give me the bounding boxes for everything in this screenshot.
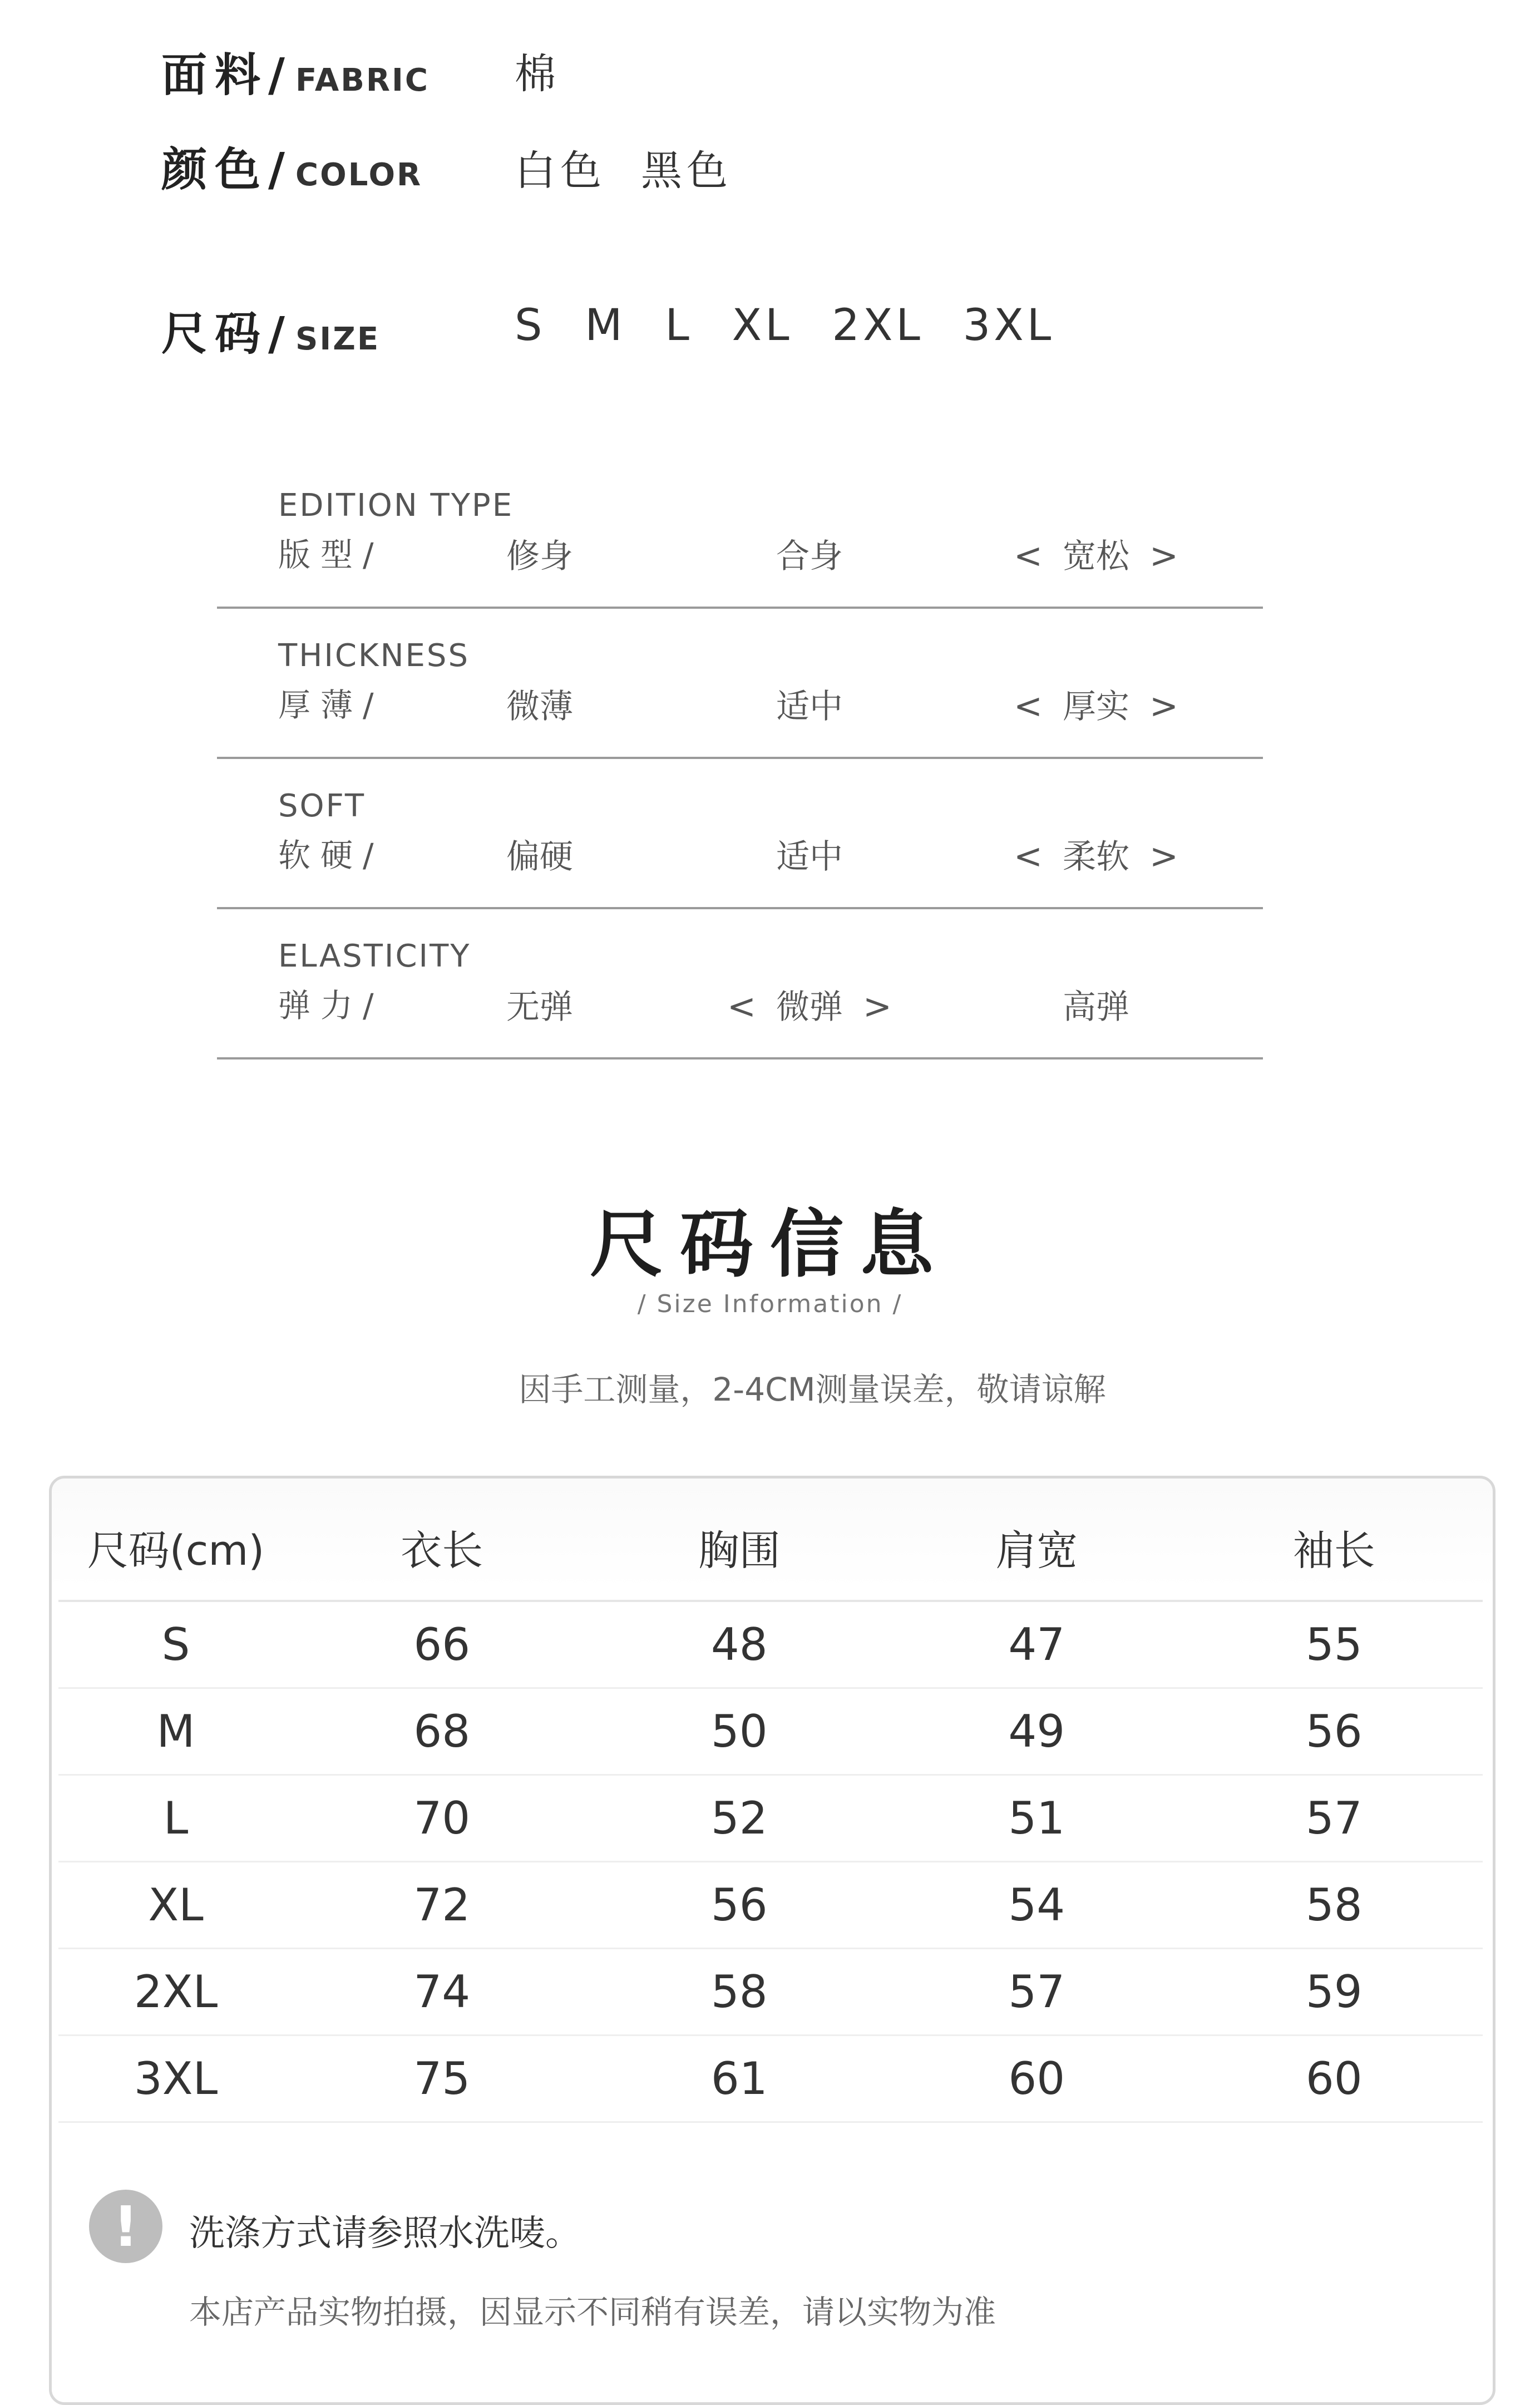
spec-fabric-label: 面料/: [161, 49, 293, 102]
size-table-body: [58, 1601, 1483, 2122]
column-header: 衣长: [293, 1495, 591, 1601]
table-row: [58, 1775, 1483, 1862]
attribute-option-selected: < 微弹 >: [687, 980, 932, 1028]
measurement-cell: 61: [591, 2036, 889, 2122]
measurement-cell: 58: [1186, 1862, 1483, 1949]
column-header: 胸围: [591, 1495, 889, 1601]
size-info-title: 尺码信息: [590, 1202, 950, 1288]
size-cell: XL: [58, 1862, 293, 1949]
measurement-cell: 60: [1186, 2036, 1483, 2122]
photo-disclaimer: 本店产品实物拍摄，因显示不同稍有误差，请以实物为准: [189, 2293, 996, 2331]
attribute-option: 偏硬: [506, 837, 573, 876]
size-table: [58, 1495, 1483, 2123]
table-row: [58, 1949, 1483, 2036]
spec-size-label: 尺码/: [161, 308, 293, 361]
table-row: [58, 1862, 1483, 1949]
spec-fabric-label-en: FABRIC: [295, 62, 430, 98]
size-cell: S: [58, 1601, 293, 1688]
measurement-cell: 54: [888, 1862, 1186, 1949]
attribute-option: 微薄: [506, 687, 573, 726]
table-row: [58, 1601, 1483, 1688]
measurement-cell: 72: [293, 1862, 591, 1949]
size-table-header: [58, 1495, 1483, 1601]
wash-instructions: 洗涤方式请参照水洗唛。: [189, 2213, 581, 2254]
spec-size: [161, 298, 380, 363]
measurement-cell: 66: [293, 1601, 591, 1688]
measurement-cell: 55: [1186, 1601, 1483, 1688]
attribute-label-en: THICKNESS: [278, 638, 470, 674]
measurement-cell: 50: [591, 1688, 889, 1775]
measurement-cell: 52: [591, 1775, 889, 1862]
attribute-label-cn: 厚薄/: [278, 686, 384, 724]
attribute-option-selected: < 厚实 >: [974, 680, 1218, 728]
size-cell: L: [58, 1775, 293, 1862]
spec-fabric: [161, 39, 430, 104]
measurement-cell: 48: [591, 1601, 889, 1688]
measurement-cell: 51: [888, 1775, 1186, 1862]
attribute-label-cn: 软硬/: [278, 836, 384, 874]
size-info-subtitle: / Size Information /: [637, 1290, 903, 1318]
attribute-option: 修身: [506, 537, 573, 576]
spec-color: [161, 134, 422, 199]
table-row: [58, 2036, 1483, 2122]
attribute-option-selected: < 柔软 >: [974, 830, 1218, 878]
size-cell: M: [58, 1688, 293, 1775]
attribute-row: [217, 607, 1263, 759]
exclamation-icon: !: [89, 2190, 162, 2263]
attribute-option: 适中: [776, 687, 843, 726]
measurement-cell: 57: [1186, 1775, 1483, 1862]
spec-color-label-en: COLOR: [295, 157, 423, 193]
measurement-cell: 70: [293, 1775, 591, 1862]
attribute-label-en: ELASTICITY: [278, 938, 471, 974]
measurement-cell: 56: [591, 1862, 889, 1949]
attribute-option: 合身: [776, 537, 843, 576]
spec-size-label-en: SIZE: [295, 321, 381, 357]
attribute-label-en: EDITION TYPE: [278, 487, 514, 524]
attribute-label-cn: 版型/: [278, 536, 384, 574]
spec-fabric-value: 棉: [515, 50, 560, 98]
measurement-cell: 56: [1186, 1688, 1483, 1775]
measurement-cell: 57: [888, 1949, 1186, 2036]
size-table-card: [49, 1476, 1495, 2405]
attribute-option: 适中: [776, 837, 843, 876]
measurement-cell: 75: [293, 2036, 591, 2122]
measurement-cell: 49: [888, 1688, 1186, 1775]
size-info-note: 因手工测量，2-4CM测量误差，敬请谅解: [519, 1371, 1106, 1408]
attribute-row: [217, 907, 1263, 1059]
attribute-option-selected: < 宽松 >: [974, 530, 1218, 578]
table-row: [58, 1688, 1483, 1775]
spec-color-value: 白色 黑色: [515, 147, 733, 195]
size-cell: 2XL: [58, 1949, 293, 2036]
attribute-option: 无弹: [506, 988, 573, 1027]
measurement-cell: 47: [888, 1601, 1186, 1688]
attribute-option: 高弹: [1063, 988, 1129, 1027]
measurement-cell: 58: [591, 1949, 889, 2036]
spec-size-value: S M L XL 2XL 3XL: [515, 300, 1055, 351]
attribute-row: [217, 757, 1263, 909]
measurement-cell: 60: [888, 2036, 1186, 2122]
measurement-cell: 68: [293, 1688, 591, 1775]
size-cell: 3XL: [58, 2036, 293, 2122]
column-header: 袖长: [1186, 1495, 1483, 1601]
measurement-cell: 59: [1186, 1949, 1483, 2036]
attribute-label-cn: 弹力/: [278, 987, 384, 1024]
spec-color-label: 颜色/: [161, 144, 293, 196]
column-header: 肩宽: [888, 1495, 1186, 1601]
attribute-label-en: SOFT: [278, 788, 366, 824]
column-header: 尺码(cm): [58, 1495, 293, 1601]
measurement-cell: 74: [293, 1949, 591, 2036]
attribute-row: [217, 456, 1263, 609]
